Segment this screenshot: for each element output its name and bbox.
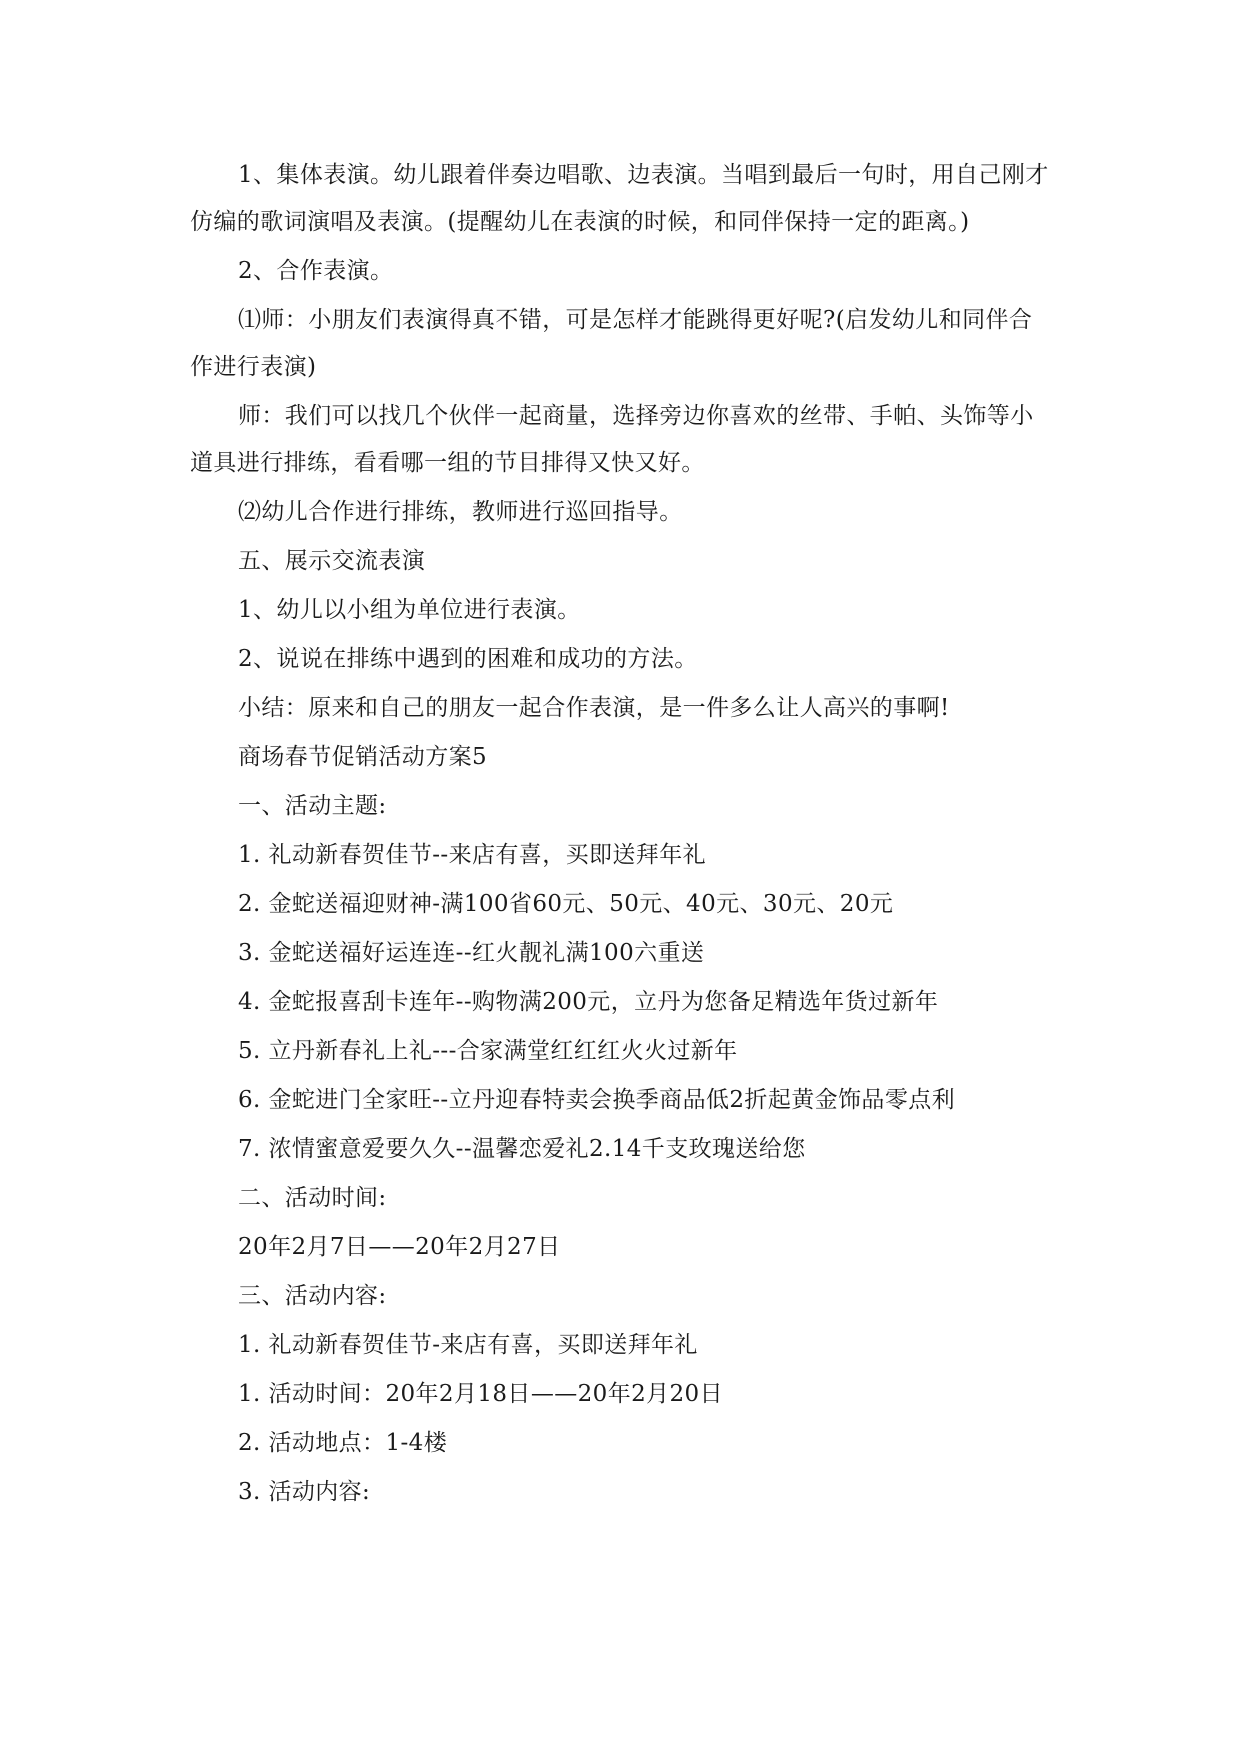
list-item: 2. 活动地点：1-4楼 xyxy=(238,1430,448,1456)
document-title: 商场春节促销活动方案5 xyxy=(238,744,488,770)
list-item: 7. 浓情蜜意爱要久久--温馨恋爱礼2.14千支玫瑰送给您 xyxy=(238,1136,806,1162)
list-item: 3. 活动内容: xyxy=(238,1479,371,1505)
list-item: 5. 立丹新春礼上礼---合家满堂红红红火火过新年 xyxy=(238,1038,738,1064)
list-item: 2. 金蛇送福迎财神-满100省60元、50元、40元、30元、20元 xyxy=(238,891,894,917)
document-body xyxy=(190,152,1052,1516)
paragraph: 师：我们可以找几个伙伴一起商量，选择旁边你喜欢的丝带、手帕、头饰等小道具进行排练，看看哪一组的节目排得又快又好。 xyxy=(190,403,1034,476)
section-heading: 一、活动主题: xyxy=(238,793,387,819)
list-item: 6. 金蛇进门全家旺--立丹迎春特卖会换季商品低2折起黄金饰品零点利 xyxy=(238,1087,956,1113)
paragraph: 2、说说在排练中遇到的困难和成功的方法。 xyxy=(238,646,698,672)
list-item: 1. 活动时间：20年2月18日——20年2月20日 xyxy=(238,1381,723,1407)
paragraph: ⑵幼儿合作进行排练，教师进行巡回指导。 xyxy=(238,499,683,525)
list-item: 3. 金蛇送福好运连连--红火靓礼满100六重送 xyxy=(238,940,705,966)
paragraph: 2、合作表演。 xyxy=(238,258,394,284)
section-heading: 五、展示交流表演 xyxy=(238,548,426,574)
list-item: 1. 礼动新春贺佳节-来店有喜，买即送拜年礼 xyxy=(238,1332,698,1358)
paragraph: 小结：原来和自己的朋友一起合作表演，是一件多么让人高兴的事啊! xyxy=(238,695,950,721)
paragraph: ⑴师：小朋友们表演得真不错，可是怎样才能跳得更好呢?(启发幼儿和同伴合作进行表演) xyxy=(190,307,1033,380)
list-item: 1. 礼动新春贺佳节--来店有喜，买即送拜年礼 xyxy=(238,842,706,868)
paragraph: 1、集体表演。幼儿跟着伴奏边唱歌、边表演。当唱到最后一句时，用自己刚才仿编的歌词演唱及表演。(提醒幼儿在表演的时候，和同伴保持一定的距离。) xyxy=(190,162,1049,235)
section-heading: 二、活动时间: xyxy=(238,1185,387,1211)
list-item: 4. 金蛇报喜刮卡连年--购物满200元，立丹为您备足精选年货过新年 xyxy=(238,989,939,1015)
section-heading: 三、活动内容: xyxy=(238,1283,387,1309)
paragraph: 1、幼儿以小组为单位进行表演。 xyxy=(238,597,581,623)
paragraph: 20年2月7日——20年2月27日 xyxy=(238,1234,561,1260)
